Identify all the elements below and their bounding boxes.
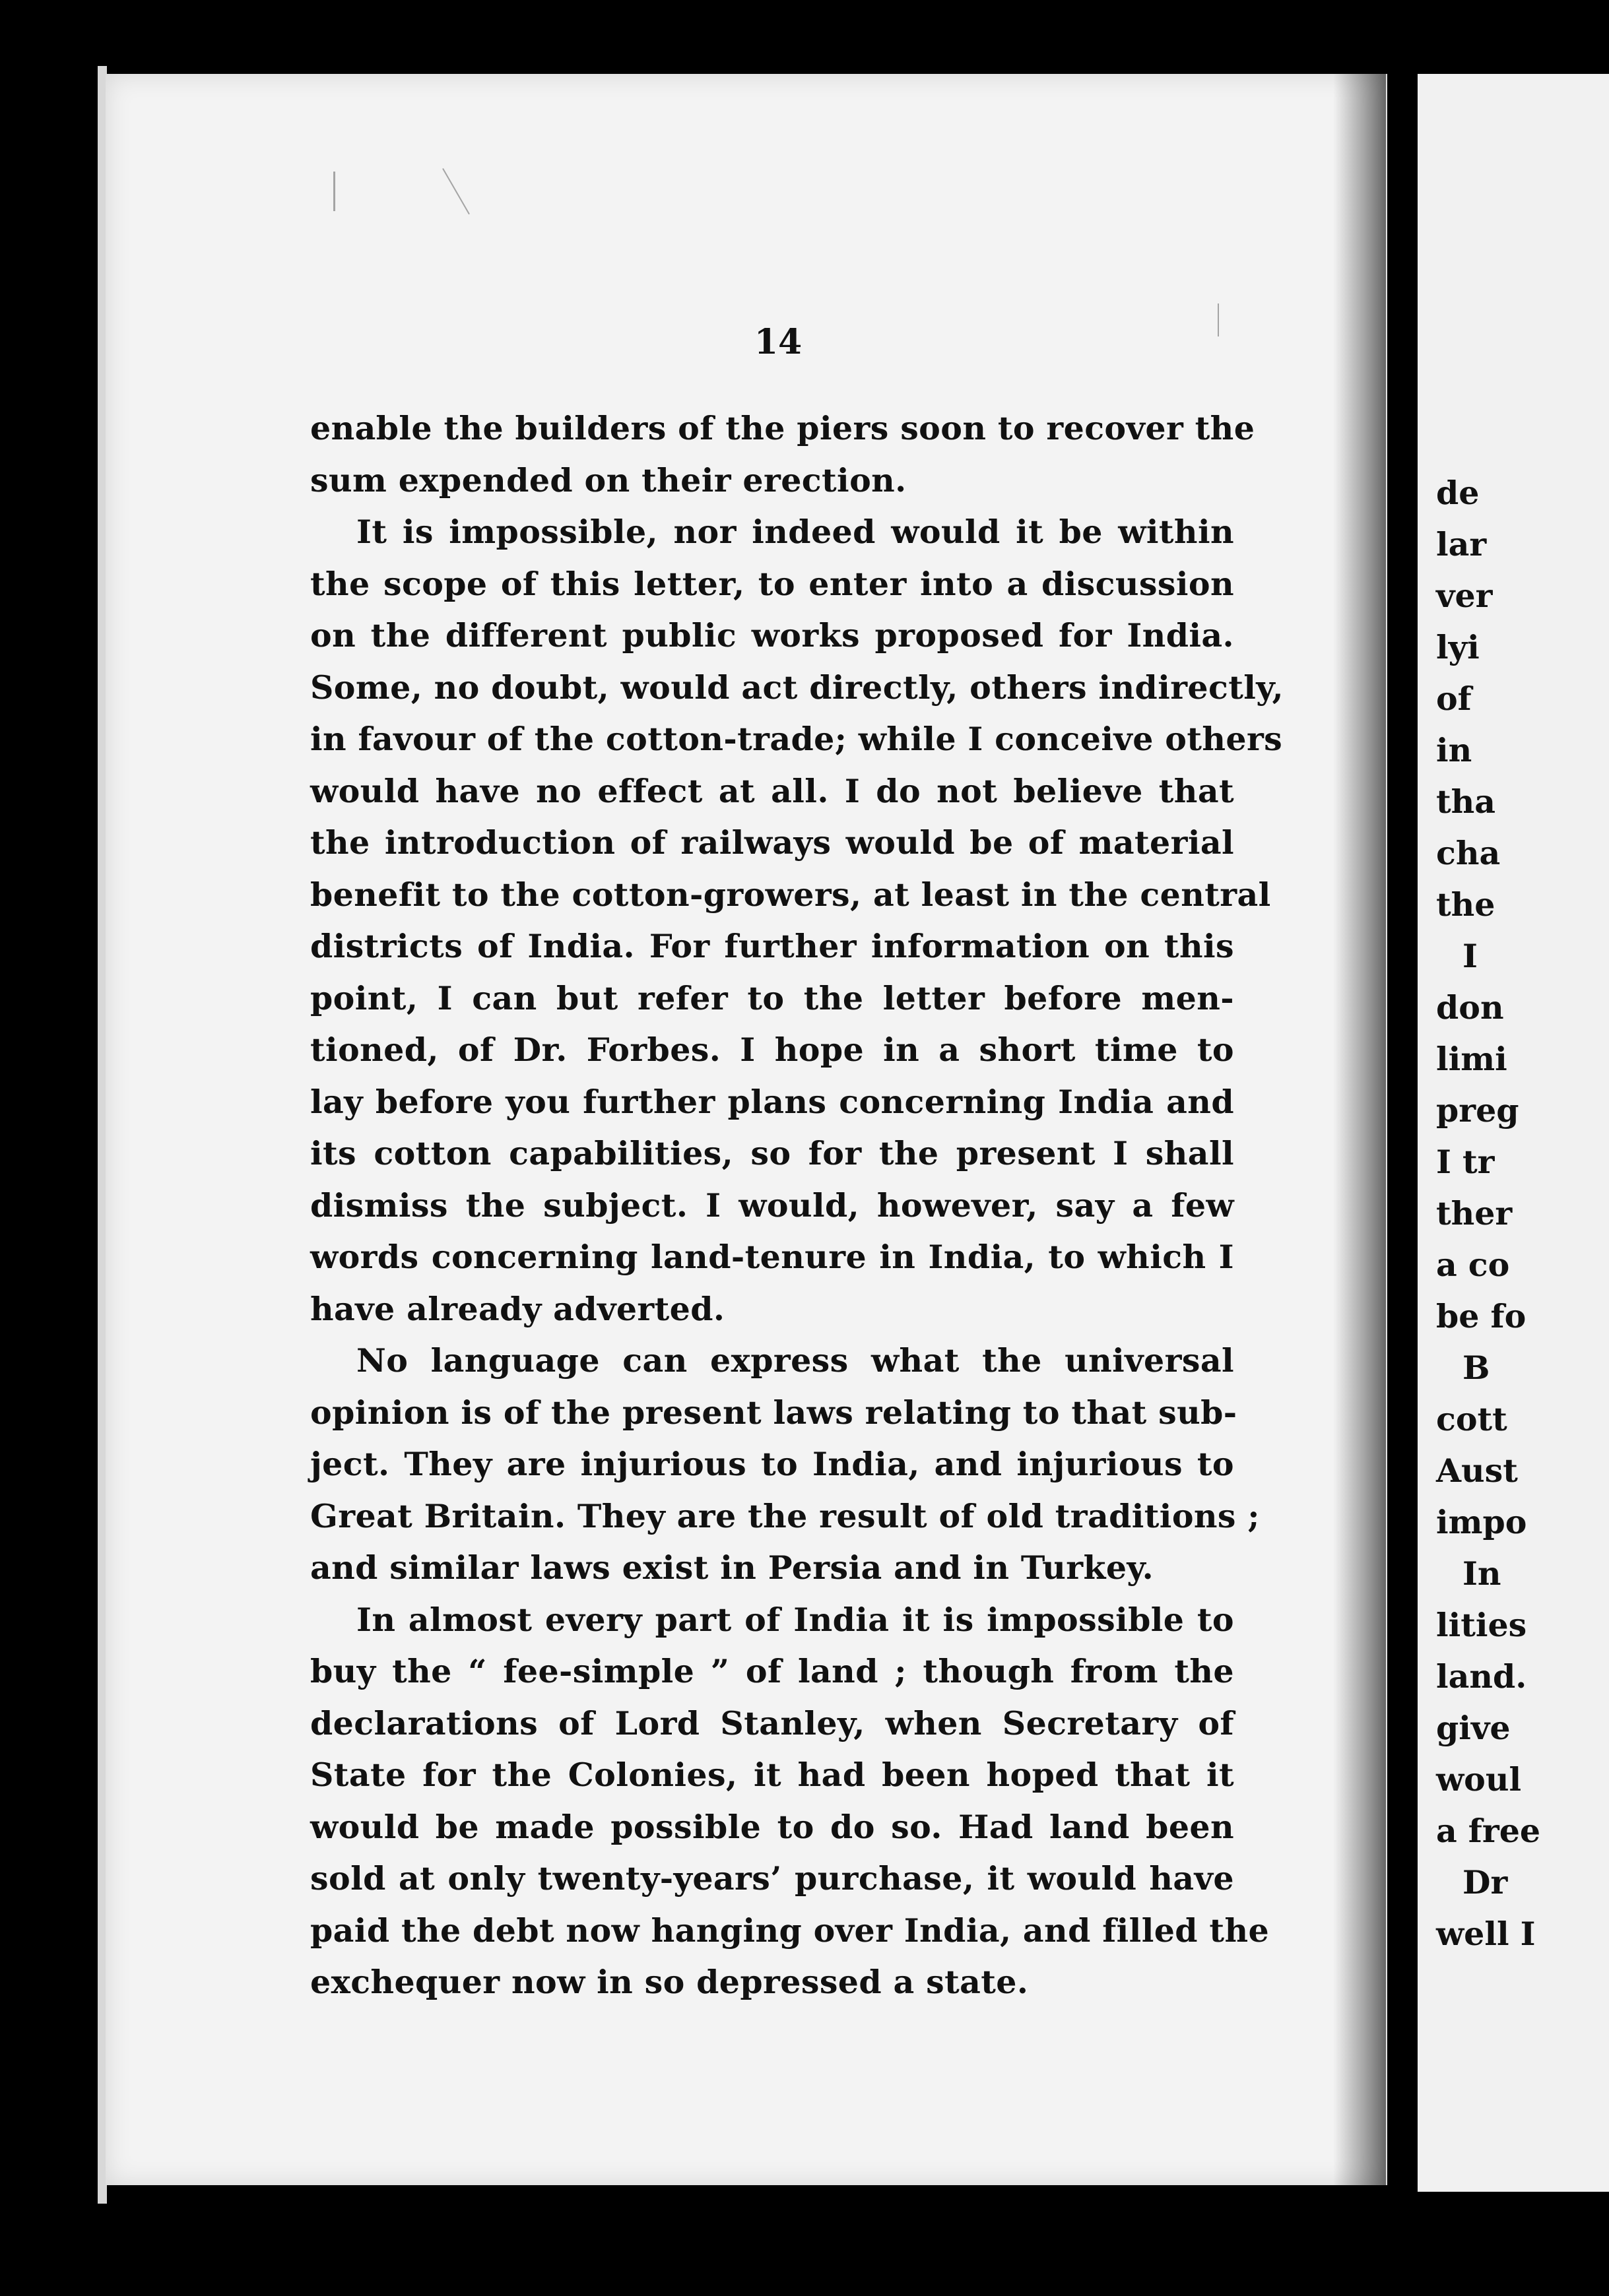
- text-line: words concerning land-tenure in India, to which I: [310, 1238, 1234, 1276]
- fragment-line: lyi: [1436, 628, 1480, 666]
- text-line: the scope of this letter, to enter into a discussion: [310, 564, 1234, 603]
- text-line: have already adverted.: [310, 1289, 725, 1328]
- fragment-line: well I: [1436, 1915, 1536, 1953]
- fragment-line: In: [1462, 1554, 1501, 1593]
- fragment-line: a free: [1436, 1812, 1541, 1850]
- text-line: buy the “ fee-simple ” of land ; though from the: [310, 1652, 1234, 1690]
- text-line: Some, no doubt, would act directly, others indirectly,: [310, 668, 1284, 707]
- text-line: sum expended on their erection.: [310, 461, 907, 499]
- fragment-line: I: [1462, 937, 1478, 975]
- text-line: its cotton capabilities, so for the present I shall: [310, 1134, 1234, 1172]
- page-number: 14: [754, 322, 803, 362]
- fragment-line: tha: [1436, 782, 1496, 821]
- text-line: declarations of Lord Stanley, when Secretary of: [310, 1704, 1234, 1742]
- text-line: benefit to the cotton-growers, at least in the central: [310, 875, 1271, 914]
- fragment-line: in: [1436, 731, 1472, 769]
- text-line: would be made possible to do so. Had land been: [310, 1807, 1234, 1846]
- fragment-line: impo: [1436, 1503, 1527, 1541]
- fragment-line: of: [1436, 680, 1472, 718]
- text-line: dismiss the subject. I would, however, say a few: [310, 1186, 1234, 1225]
- book-gutter: [1387, 66, 1414, 2217]
- fragment-line: limi: [1436, 1040, 1507, 1078]
- fragment-line: lar: [1436, 525, 1487, 563]
- page-body-text: [310, 402, 1284, 2008]
- text-line: Great Britain. They are the result of old traditions ;: [310, 1496, 1260, 1535]
- fragment-line: cott: [1436, 1400, 1507, 1438]
- fragment-line: the: [1436, 885, 1495, 924]
- fragment-line: ther: [1436, 1194, 1513, 1232]
- fragment-line: cha: [1436, 834, 1501, 872]
- page-fold-shadow: [1333, 74, 1386, 2185]
- text-line: exchequer now in so depressed a state.: [310, 1963, 1029, 2001]
- fragment-line: de: [1436, 474, 1480, 512]
- text-line: the introduction of railways would be of material: [310, 823, 1234, 862]
- text-line: No language can express what the universal: [356, 1341, 1234, 1380]
- text-line: districts of India. For further information on this: [310, 927, 1234, 965]
- text-line: enable the builders of the piers soon to recover the: [310, 409, 1255, 447]
- text-line: ject. They are injurious to India, and injurious to: [310, 1445, 1234, 1483]
- fragment-line: give: [1436, 1709, 1511, 1747]
- text-line: sold at only twenty-years’ purchase, it would have: [310, 1859, 1234, 1897]
- fragment-line: don: [1436, 988, 1504, 1027]
- text-line: lay before you further plans concerning India and: [310, 1082, 1234, 1121]
- text-line: on the different public works proposed for India.: [310, 616, 1234, 654]
- fragment-line: Dr: [1462, 1863, 1508, 1901]
- fragment-line: a co: [1436, 1246, 1510, 1284]
- fragment-line: B: [1462, 1349, 1490, 1387]
- fragment-line: land.: [1436, 1657, 1527, 1696]
- text-line: and similar laws exist in Persia and in Turkey.: [310, 1548, 1154, 1587]
- text-line: It is impossible, nor indeed would it be within: [356, 513, 1234, 551]
- fragment-line: be fo: [1436, 1297, 1527, 1335]
- scan-speck: [333, 172, 335, 211]
- text-line: in favour of the cotton-trade; while I conceive others: [310, 720, 1283, 758]
- text-line: point, I can but refer to the letter before men-: [310, 978, 1234, 1017]
- text-line: opinion is of the present laws relating to that sub-: [310, 1393, 1237, 1432]
- fragment-line: Aust: [1436, 1451, 1518, 1490]
- text-line: paid the debt now hanging over India, and filled the: [310, 1911, 1270, 1950]
- fragment-line: ver: [1436, 577, 1493, 615]
- fragment-line: lities: [1436, 1606, 1527, 1644]
- right-page: [1418, 74, 1609, 2192]
- text-line: In almost every part of India it is impossible to: [356, 1600, 1234, 1639]
- text-line: State for the Colonies, it had been hoped that it: [310, 1756, 1234, 1794]
- scan-speck: [1218, 303, 1219, 336]
- fragment-line: woul: [1436, 1760, 1522, 1799]
- text-line: would have no effect at all. I do not believe that: [310, 771, 1234, 810]
- fragment-line: I tr: [1436, 1143, 1495, 1181]
- text-line: tioned, of Dr. Forbes. I hope in a short time to: [310, 1031, 1234, 1069]
- fragment-line: preg: [1436, 1091, 1519, 1130]
